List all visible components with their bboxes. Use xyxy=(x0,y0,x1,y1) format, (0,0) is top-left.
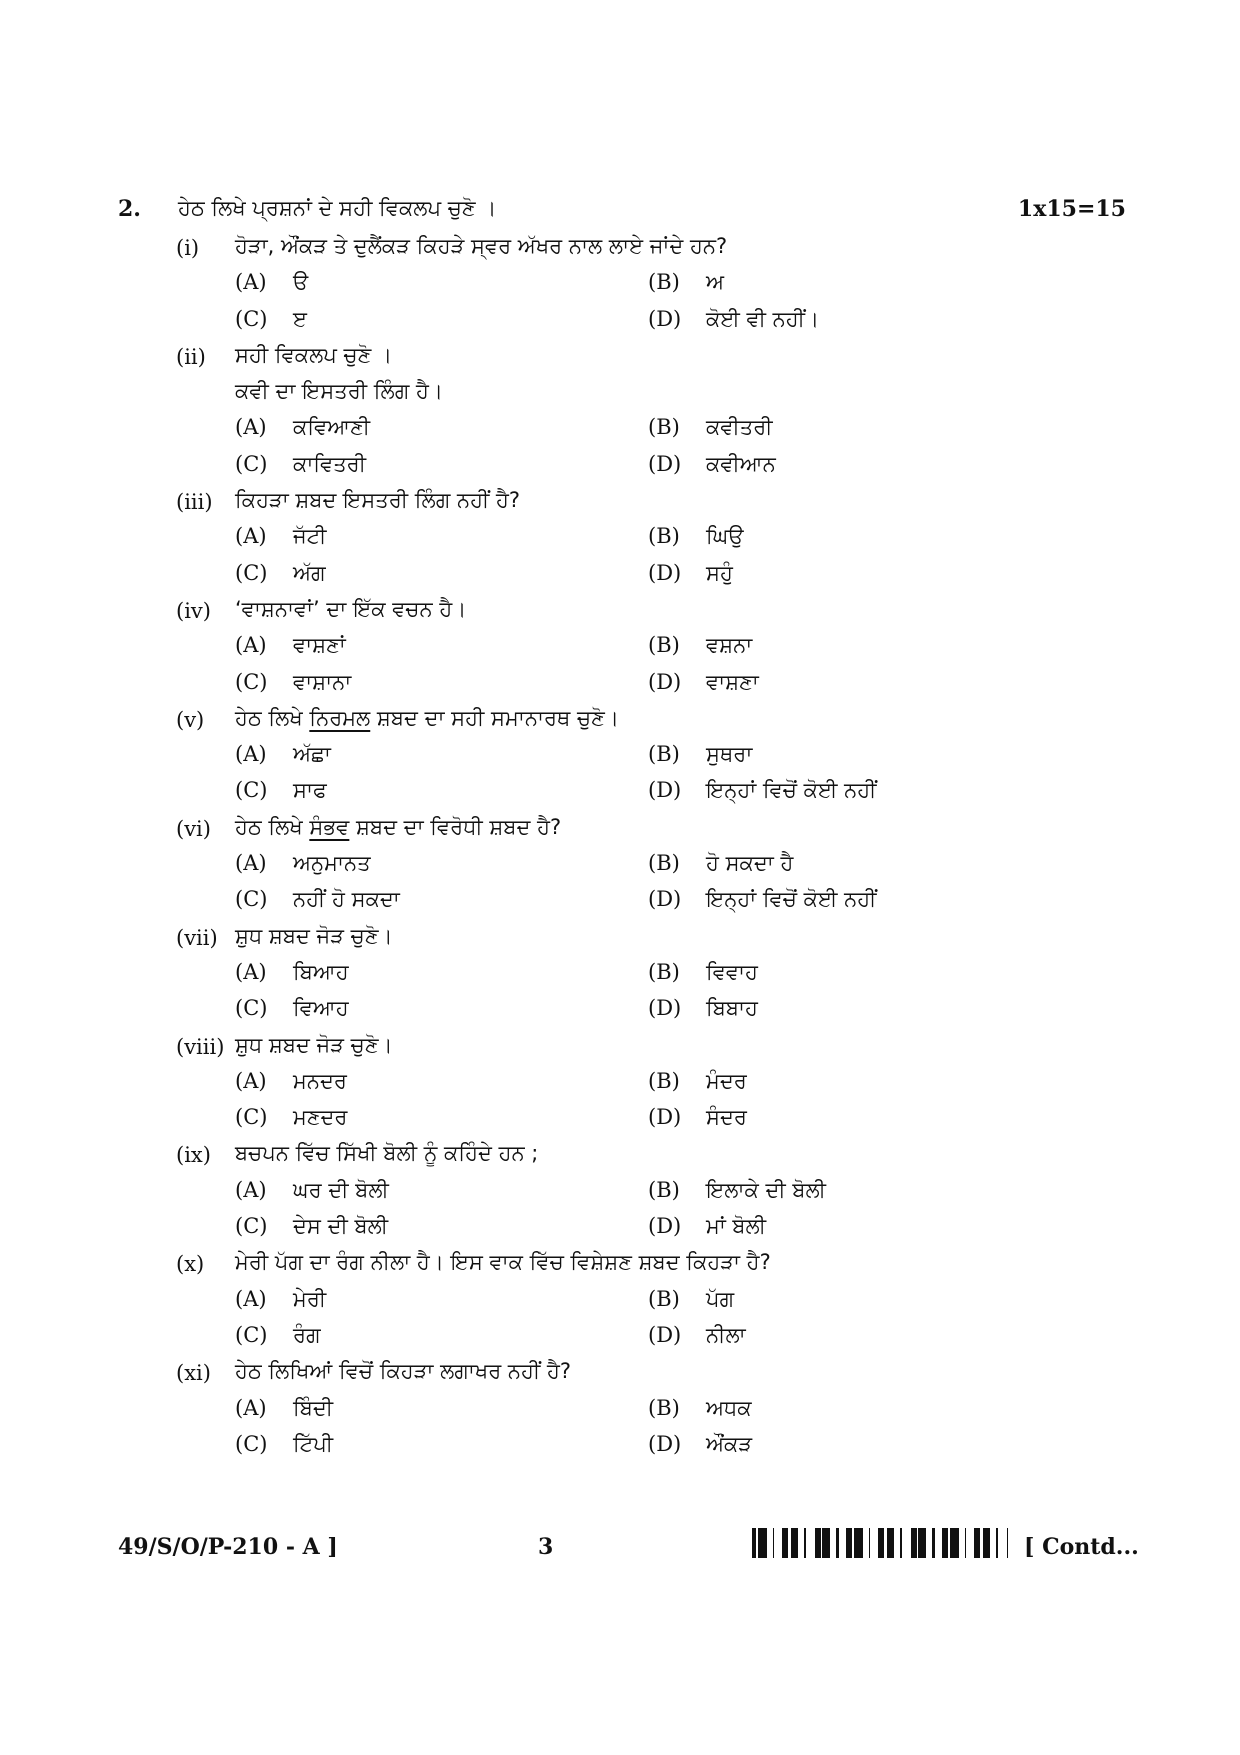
option-label: (B) xyxy=(648,742,680,767)
option-row xyxy=(0,849,1240,885)
option-label: (B) xyxy=(648,524,680,549)
option xyxy=(648,1287,734,1312)
option-text: ਵਾਸ਼ਾਨਾ xyxy=(293,669,352,694)
item-stem: ਬਚਪਨ ਵਿੱਚ ਸਿੱਖੀ ਬੋਲੀ ਨੂੰ ਕਹਿੰਦੇ ਹਨ ; xyxy=(235,1141,539,1166)
option-row xyxy=(0,305,1240,341)
option xyxy=(648,1178,826,1203)
option-label: (D) xyxy=(648,1105,682,1130)
item-stem: ਸ਼ੁਧ ਸ਼ਬਦ ਜੋੜ ਚੁਣੋ। xyxy=(235,1032,393,1057)
item-number: (ii) xyxy=(176,344,206,369)
option-text: ਮਣਦਰ xyxy=(293,1105,348,1130)
option xyxy=(648,670,759,695)
item-number: (iv) xyxy=(176,598,211,623)
option xyxy=(235,524,327,549)
option-label: (C) xyxy=(235,560,268,585)
barcode-icon xyxy=(752,1528,1008,1558)
option xyxy=(235,1214,388,1239)
option-label: (D) xyxy=(648,1322,682,1347)
option-label: (B) xyxy=(648,1395,680,1420)
option-text: ਰੰਗ xyxy=(293,1322,321,1347)
option-row xyxy=(0,1321,1240,1357)
stem-part: ਸ਼ਬਦ ਦਾ ਵਿਰੋਧੀ ਸ਼ਬਦ ਹੈ? xyxy=(349,814,562,839)
option xyxy=(648,1396,752,1421)
option-label: (B) xyxy=(648,270,680,295)
option-text: ਪੱਗ xyxy=(706,1286,735,1311)
option-row xyxy=(0,885,1240,921)
option-text: ਜੱਟੀ xyxy=(293,524,327,549)
item-stem: ਕਿਹੜਾ ਸ਼ਬਦ ਇਸਤਰੀ ਲਿੰਗ ਨਹੀਂ ਹੈ? xyxy=(235,488,521,513)
option-label: (B) xyxy=(648,1177,680,1202)
item-number: (ix) xyxy=(176,1143,211,1168)
option-label: (A) xyxy=(235,415,267,440)
option-text: ਮਨਦਰ xyxy=(293,1068,347,1093)
question-list xyxy=(0,232,1240,1466)
option xyxy=(235,633,346,658)
item-number: (xi) xyxy=(176,1361,211,1386)
option-text: ਕਵੀਆਨ xyxy=(706,451,776,476)
option-label: (A) xyxy=(235,1068,267,1093)
option-text: ਸਾਫ xyxy=(293,778,327,803)
option-text: ਸੁਥਰਾ xyxy=(706,742,753,767)
option-label: (D) xyxy=(648,887,682,912)
option-row xyxy=(0,740,1240,776)
item-number: (i) xyxy=(176,236,200,260)
item-number: (vii) xyxy=(176,925,218,950)
option xyxy=(648,561,733,586)
option xyxy=(235,778,327,803)
option xyxy=(648,996,758,1021)
option-text: ਬਿਬਾਹ xyxy=(706,996,758,1021)
option-label: (B) xyxy=(648,633,680,658)
option-text: ਕਵਿਆਣੀ xyxy=(293,415,371,440)
option xyxy=(648,1432,752,1457)
option-row xyxy=(0,559,1240,595)
option-text: ਇਨ੍ਹਾਂ ਵਿਚੋਂ ਕੋਈ ਨਹੀਂ xyxy=(706,887,877,912)
option xyxy=(235,996,349,1021)
option-label: (B) xyxy=(648,851,680,876)
item-number: (v) xyxy=(176,707,205,732)
option xyxy=(235,452,366,477)
item-number: (vi) xyxy=(176,816,211,841)
option-row xyxy=(0,994,1240,1030)
question-row xyxy=(0,341,1240,377)
option-row xyxy=(0,522,1240,558)
option xyxy=(235,1105,347,1130)
option-text: ਨਹੀਂ ਹੋ ਸਕਦਾ xyxy=(293,887,400,912)
item-stem: ਮੇਰੀ ਪੱਗ ਦਾ ਰੰਗ ਨੀਲਾ ਹੈ। ਇਸ ਵਾਕ ਵਿੱਚ ਵਿਸ਼ੇਸ਼ਣ ਸ਼ਬਦ ਕਿਹੜਾ ਹੈ? xyxy=(235,1250,771,1275)
option-text: ਵਾਸ਼ਣਾਂ xyxy=(293,633,346,658)
option-label: (A) xyxy=(235,742,267,767)
option-text: ਹੋ ਸਕਦਾ ਹੈ xyxy=(706,851,794,876)
question-row xyxy=(0,486,1240,522)
question-row xyxy=(0,232,1240,268)
option-label: (C) xyxy=(235,887,268,912)
option xyxy=(648,415,773,440)
option-row xyxy=(0,1067,1240,1103)
option-label: (A) xyxy=(235,270,267,295)
option-label: (D) xyxy=(648,306,682,331)
option-row xyxy=(0,958,1240,994)
option xyxy=(648,452,776,477)
option xyxy=(235,1287,326,1312)
option xyxy=(648,524,744,549)
option xyxy=(235,1432,333,1457)
question-row xyxy=(0,1139,1240,1175)
option-row xyxy=(0,268,1240,304)
option xyxy=(648,1214,766,1239)
option-row xyxy=(0,668,1240,704)
option-text: ਇਲਾਕੇ ਦੀ ਬੋਲੀ xyxy=(706,1177,826,1202)
option-label: (A) xyxy=(235,524,267,549)
option-label: (B) xyxy=(648,1286,680,1311)
option-text: ਸੰਦਰ xyxy=(706,1105,747,1130)
option xyxy=(235,851,371,876)
question-row xyxy=(0,922,1240,958)
item-stem: ਹੋੜਾ, ਔਂਕੜ ਤੇ ਦੁਲੈਂਕੜ ਕਿਹੜੇ ਸ੍ਵਰ ਅੱਖਰ ਨਾਲ ਲਾਏ ਜਾਂਦੇ ਹਨ? xyxy=(235,234,728,258)
option-text: ਵਿਵਾਹ xyxy=(706,959,758,984)
question-row xyxy=(0,1248,1240,1284)
option xyxy=(648,742,752,767)
option xyxy=(648,270,724,295)
option-row xyxy=(0,413,1240,449)
underlined-word: ਨਿਰਮਲ xyxy=(309,705,371,730)
option-text: ਵਸ਼ਨਾ xyxy=(706,633,753,658)
option xyxy=(648,307,819,332)
option-row xyxy=(0,1176,1240,1212)
option-row xyxy=(0,1103,1240,1139)
option-label: (A) xyxy=(235,633,267,658)
question-header xyxy=(118,196,1126,232)
underlined-word: ਸੰਭਵ xyxy=(309,814,350,839)
option xyxy=(235,270,308,295)
option-text: ਅਧਕ xyxy=(706,1395,752,1420)
option-label: (D) xyxy=(648,451,682,476)
option xyxy=(648,851,793,876)
option-row xyxy=(0,450,1240,486)
item-number: (iii) xyxy=(176,490,213,515)
stem-part: ਹੇਠ ਲਿਖੇ xyxy=(235,814,310,839)
item-stem: ਸਹੀ ਵਿਕਲਪ ਚੁਣੋ । xyxy=(235,342,393,367)
option-text: ਘਿਉ xyxy=(706,524,744,549)
option-text: ਮਾਂ ਬੋਲੀ xyxy=(706,1214,767,1239)
question-row xyxy=(0,377,1240,413)
option-text: ੲ xyxy=(293,306,307,331)
option-label: (D) xyxy=(648,669,682,694)
option-label: (C) xyxy=(235,306,268,331)
option-row xyxy=(0,1430,1240,1466)
option xyxy=(648,1069,747,1094)
option xyxy=(648,778,876,803)
option-label: (A) xyxy=(235,1395,267,1420)
stem-part: ਸ਼ਬਦ ਦਾ ਸਹੀ ਸਮਾਨਾਰਥ ਚੁਣੋ। xyxy=(370,705,619,730)
option-text: ਦੇਸ ਦੀ ਬੋਲੀ xyxy=(293,1214,389,1239)
question-row xyxy=(0,704,1240,740)
option-row xyxy=(0,1394,1240,1430)
option-label: (D) xyxy=(648,560,682,585)
question-row xyxy=(0,1031,1240,1067)
option-text: ਟਿੱਪੀ xyxy=(293,1431,334,1456)
item-stem: ‘ਵਾਸ਼ਨਾਵਾਂ’ ਦਾ ਇੱਕ ਵਚਨ ਹੈ। xyxy=(235,596,467,621)
option-label: (C) xyxy=(235,1431,268,1456)
page-number: 3 xyxy=(538,1534,554,1560)
option-text: ਘਰ ਦੀ ਬੋਲੀ xyxy=(293,1177,389,1202)
option-row xyxy=(0,631,1240,667)
option-label: (D) xyxy=(648,996,682,1021)
option-text: ੳ xyxy=(293,270,309,295)
option xyxy=(235,1396,333,1421)
option xyxy=(235,1069,347,1094)
option xyxy=(648,887,876,912)
option xyxy=(648,960,758,985)
option-label: (C) xyxy=(235,778,268,803)
option xyxy=(235,1323,321,1348)
option xyxy=(648,1105,747,1130)
option-text: ਵਿਆਹ xyxy=(293,996,349,1021)
option-row xyxy=(0,1285,1240,1321)
question-instruction: ਹੇਠ ਲਿਖੇ ਪ੍ਰਸ਼ਨਾਂ ਦੇ ਸਹੀ ਵਿਕਲਪ ਚੁਣੋ । xyxy=(178,196,497,220)
item-stem xyxy=(235,706,619,731)
option-text: ਬਿਆਹ xyxy=(293,959,349,984)
option-label: (D) xyxy=(648,1214,682,1239)
question-row xyxy=(0,813,1240,849)
option xyxy=(235,742,331,767)
option xyxy=(235,960,349,985)
option xyxy=(648,1323,746,1348)
option-text: ਇਨ੍ਹਾਂ ਵਿਚੋਂ ਕੋਈ ਨਹੀਂ xyxy=(706,778,877,803)
option-label: (C) xyxy=(235,996,268,1021)
option-label: (A) xyxy=(235,1286,267,1311)
option-text: ਕਵੀਤਰੀ xyxy=(706,415,773,440)
option xyxy=(235,887,400,912)
option-text: ਨੀਲਾ xyxy=(706,1322,746,1347)
option xyxy=(235,307,307,332)
option-text: ਕੋਈ ਵੀ ਨਹੀਂ। xyxy=(706,306,820,331)
option-row xyxy=(0,1212,1240,1248)
option-label: (B) xyxy=(648,959,680,984)
item-number: (viii) xyxy=(176,1034,225,1059)
option-label: (C) xyxy=(235,669,268,694)
option-label: (B) xyxy=(648,1068,680,1093)
option-label: (D) xyxy=(648,1431,682,1456)
question-row xyxy=(0,595,1240,631)
option-label: (C) xyxy=(235,1105,268,1130)
option-text: ਔਂਕੜ xyxy=(706,1431,753,1456)
option-text: ਕਾਵਿਤਰੀ xyxy=(293,451,367,476)
item-number: (x) xyxy=(176,1252,205,1277)
option xyxy=(235,415,370,440)
option-text: ਮੰਦਰ xyxy=(706,1068,747,1093)
option-text: ਅਨੁਮਾਨਤ xyxy=(293,851,371,876)
option-label: (C) xyxy=(235,1322,268,1347)
option-label: (D) xyxy=(648,778,682,803)
option xyxy=(235,561,326,586)
question-number: 2. xyxy=(118,196,141,222)
option-text: ਬਿੰਦੀ xyxy=(293,1395,334,1420)
item-stem: ਸ਼ੁਧ ਸ਼ਬਦ ਜੋੜ ਚੁਣੋ। xyxy=(235,923,393,948)
continued-label: [ Contd... xyxy=(1024,1534,1139,1560)
option-label: (A) xyxy=(235,959,267,984)
option-text: ਅ xyxy=(706,270,725,295)
option-label: (C) xyxy=(235,1214,268,1239)
option-text: ਅੱਛਾ xyxy=(293,742,331,767)
option-label: (A) xyxy=(235,851,267,876)
option xyxy=(235,670,351,695)
option-label: (B) xyxy=(648,415,680,440)
paper-code: 49/S/O/P-210 - A ] xyxy=(118,1534,338,1560)
option-row xyxy=(0,776,1240,812)
item-stem xyxy=(235,815,561,840)
question-marks: 1x15=15 xyxy=(1017,196,1126,222)
option-text: ਵਾਸ਼ਣਾ xyxy=(706,669,759,694)
option-text: ਸਹੁੰ xyxy=(706,560,733,585)
item-stem: ਹੇਠ ਲਿਖਿਆਂ ਵਿਚੋਂ ਕਿਹੜਾ ਲਗਾਖਰ ਨਹੀਂ ਹੈ? xyxy=(235,1359,571,1384)
option-text: ਅੱਗ xyxy=(293,560,326,585)
question-row xyxy=(0,1357,1240,1393)
item-stem: ਕਵੀ ਦਾ ਇਸਤਰੀ ਲਿੰਗ ਹੈ। xyxy=(235,379,444,404)
option-label: (C) xyxy=(235,451,268,476)
option xyxy=(235,1178,389,1203)
option xyxy=(648,633,752,658)
stem-part: ਹੇਠ ਲਿਖੇ xyxy=(235,705,310,730)
option-label: (A) xyxy=(235,1177,267,1202)
option-text: ਮੇਰੀ xyxy=(293,1286,327,1311)
